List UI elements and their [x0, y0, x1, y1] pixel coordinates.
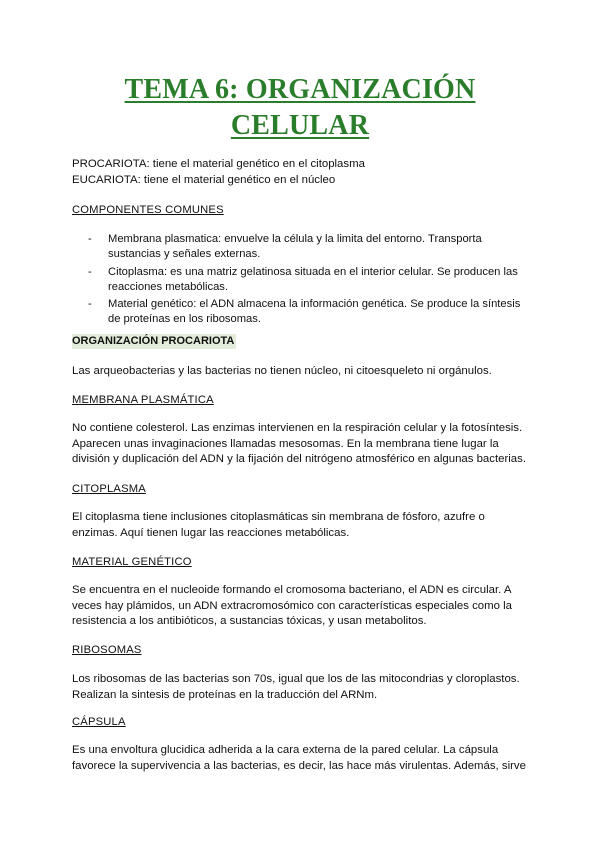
list-item-text: Membrana plasmatica: envuelve la célula y la limita del entorno. Transporta sustancias y señales externas.: [108, 233, 482, 261]
citoplasma-text: El citoplasma tiene inclusiones citoplasmáticas sin membrana de fósforo, azufre o enzimas. Aquí tienen lugar las reacciones metabólicas.: [72, 511, 485, 539]
section-heading-citoplasma: CITOPLASMA: [72, 483, 146, 495]
list-item-text: Citoplasma: es una matriz gelatinosa situada en el interior celular. Se producen las reacciones metabólicas.: [108, 265, 518, 293]
list-dash: -: [88, 233, 92, 245]
section-heading-membrana: MEMBRANA PLASMÁTICA: [72, 394, 214, 406]
section-heading-material-genetico: MATERIAL GENÉTICO: [72, 556, 192, 568]
intro-procariota: PROCARIOTA: tiene el material genético en el citoplasma: [72, 158, 365, 170]
section-heading-componentes: COMPONENTES COMUNES: [72, 204, 224, 216]
list-item: [88, 265, 528, 296]
membrana-text: No contiene colesterol. Las enzimas intervienen en la respiración celular y la fotosíntesis. Aparecen unas invaginaciones llamadas mesosomas. En la membrana tiene lugar la división y duplicación del ADN y la fijación del nitrógeno atmosférico en algunas bacterias.: [72, 422, 526, 465]
list-item: [88, 297, 528, 328]
ribosomas-text: Los ribosomas de las bacterias son 70s, igual que los de las mitocondrias y cloroplastos. Realizan la sintesis de proteínas en la traducción del ARNm.: [72, 673, 520, 701]
section-heading-ribosomas: RIBOSOMAS: [72, 644, 142, 656]
list-dash: -: [88, 298, 92, 311]
list-dash: -: [88, 265, 92, 278]
list-item-text: Material genético: el ADN almacena la información genética. Se produce la síntesis de proteínas en los ribosomas.: [108, 298, 521, 326]
intro-eucariota: EUCARIOTA: tiene el material genético en el núcleo: [72, 174, 336, 186]
section-heading-capsula: CÁPSULA: [72, 716, 126, 728]
list-item: [88, 232, 528, 263]
page-title-line-2: CELULAR: [230, 110, 370, 141]
section-heading-organizacion-procariota: ORGANIZACIÓN PROCARIOTA: [72, 335, 235, 347]
page-title-line-1: TEMA 6: ORGANIZACIÓN: [124, 74, 476, 105]
procariota-text: Las arqueobacterias y las bacterias no tienen núcleo, ni citoesqueleto ni orgánulos.: [72, 365, 492, 377]
capsula-text: Es una envoltura glucidica adherida a la cara externa de la pared celular. La cápsula favorece la supervivencia a las bacterias, es decir, las hace más virulentas. Además, sirve: [72, 744, 526, 772]
material-text: Se encuentra en el nucleoide formando el cromosoma bacteriano, el ADN es circular. A veces hay plámidos, un ADN extracromosómico con características especiales como la resistencia a los antibióticos, a sustancias tóxicas, y usan metabolitos.: [72, 584, 512, 627]
componentes-list: [88, 232, 528, 330]
